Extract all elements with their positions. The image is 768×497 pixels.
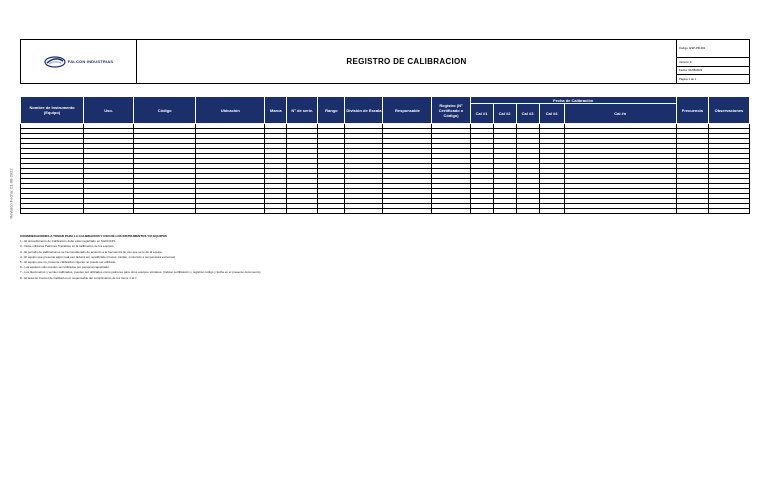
document-title: REGISTRO DE CALIBRACION	[346, 57, 467, 66]
col-serial: N° de serie.	[287, 97, 318, 124]
col-cal-2: Cal #2	[493, 104, 516, 124]
table-cell[interactable]	[516, 209, 539, 214]
logo-cell	[21, 40, 137, 83]
calibration-sheet	[20, 39, 750, 214]
company-logo	[44, 55, 113, 69]
note-item: 4.- El equipo que presente algún real uso deberá ser recalibrado (cruces, caídas, contenido a temperatura extremas).	[20, 254, 177, 259]
title-cell	[137, 40, 677, 83]
col-observations: Observaciones	[708, 97, 749, 124]
table-cell[interactable]	[564, 209, 676, 214]
col-cal-1: Cal #1	[470, 104, 493, 124]
table-row	[21, 209, 750, 214]
table-cell[interactable]	[470, 209, 493, 214]
table-cell[interactable]	[493, 209, 516, 214]
table-cell[interactable]	[84, 209, 134, 214]
table-cell[interactable]	[318, 209, 345, 214]
col-location: Ubicación	[196, 97, 265, 124]
note-item: 6.- Los equipos sólo pueden ser utilizados por personal capacitado.	[20, 265, 110, 270]
col-instrument-name: Nombre de Instrumento (Equipo)	[21, 97, 84, 124]
col-record: Registro (N° Certificado o Código)	[432, 97, 470, 124]
table-cell[interactable]	[345, 209, 383, 214]
table-cell[interactable]	[432, 209, 470, 214]
note-item: 7.- Los flexómetros y vernier calibrados, pueden ser utilizados como patrones para otros equipos similares. (indicar certificación y registrar código y fecha en el presente documento).	[20, 270, 262, 275]
calibration-table	[20, 96, 750, 214]
meta-version: Versión: 0	[677, 58, 749, 67]
col-brand: Marca	[265, 97, 287, 124]
col-scale-division: División de Escala	[345, 97, 383, 124]
col-range: Rango	[318, 97, 345, 124]
col-code: Código	[134, 97, 196, 124]
note-item: 5.- El equipo que no presente calibración vigente no puede ser utilizado.	[20, 260, 117, 264]
col-responsible: Responsable	[383, 97, 432, 124]
table-cell[interactable]	[676, 209, 708, 214]
side-revision-note: Revisión Fecha: 01-08-2022	[8, 168, 14, 219]
logo-text: FALCON INDUSTRIAS	[67, 59, 114, 64]
col-cal-n: Cal #n	[564, 104, 676, 124]
table-cell[interactable]	[287, 209, 318, 214]
meta-page: Página 1 de 1	[679, 77, 697, 82]
col-use: Uso.	[84, 97, 134, 124]
meta-code: Código: ESP-PR-001	[677, 40, 749, 58]
document-header	[20, 39, 750, 84]
table-cell[interactable]	[383, 209, 432, 214]
table-cell[interactable]	[539, 209, 564, 214]
col-calibration-date-band: Fecha de Calibración	[470, 97, 676, 104]
document-meta	[677, 40, 749, 83]
table-cell[interactable]	[21, 209, 84, 214]
considerations-title: CONSIDERACIONES A TOMAR PARA LA CALIBRACION Y USO DE LOS INSTRUMENTOS Y/O EQUIPOS	[20, 234, 167, 238]
col-cal-3: Cal #3	[516, 104, 539, 124]
table-body	[21, 124, 750, 214]
falcon-emblem-icon	[44, 55, 66, 69]
meta-date: Fecha: 01/08/2022	[677, 67, 749, 76]
table-cell[interactable]	[265, 209, 287, 214]
col-frequency: Frecuencia	[676, 97, 708, 124]
table-cell[interactable]	[134, 209, 196, 214]
note-item: 1.- El procedimiento de Calibración debe estar registrado en SGDOCPL.	[20, 239, 117, 244]
note-item: 8.- El área de Control de Calidad es el responsable del cumplimiento de los ítems 1 al 7.	[20, 275, 138, 280]
table-cell[interactable]	[196, 209, 265, 214]
note-item: 2.- Debe utilizarse Patrones Trazables en la calibración de los equipos.	[20, 244, 115, 249]
note-item: 3.- El periodo de calibraciones se ha considerado de acuerdo a la frecuencia de uso que se le de al equipo.	[20, 249, 163, 254]
table-cell[interactable]	[708, 209, 749, 214]
considerations-section	[20, 234, 750, 281]
col-cal-4: Cal #4	[539, 104, 564, 124]
